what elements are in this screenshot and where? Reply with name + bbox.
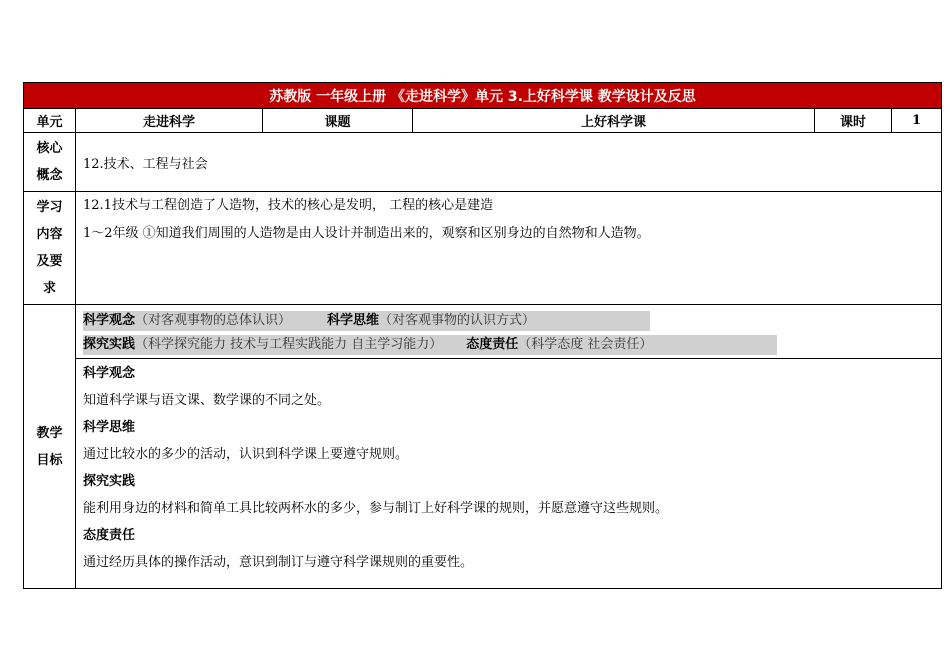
- summary-note: （科学探究能力 技术与工程实践能力 自主学习能力）: [135, 336, 443, 352]
- learning-line: 12.1技术与工程创造了人造物，技术的核心是发明， 工程的核心是建造: [83, 198, 494, 213]
- label-line: 核心: [36, 141, 63, 156]
- label-line: 目标: [36, 452, 63, 468]
- objective-heading: 科学观念: [83, 366, 136, 381]
- summary-highlight: [83, 311, 650, 331]
- unit-value: 走进科学: [76, 109, 263, 133]
- summary-head: 态度责任: [466, 336, 519, 352]
- lesson-plan-table: [23, 82, 942, 589]
- summary-note: （科学态度 社会责任）: [518, 336, 653, 352]
- objective-text: 知道科学课与语文课、数学课的不同之处。: [83, 393, 331, 408]
- learning-label: [24, 192, 76, 305]
- objectives-summary: [76, 305, 942, 359]
- summary-head: 科学思维: [327, 312, 380, 328]
- label-line: 内容: [36, 227, 63, 242]
- core-concept-label: [24, 133, 76, 192]
- summary-bar-2: [83, 333, 941, 357]
- objective-heading: 科学思维: [83, 420, 136, 435]
- objective-heading: 探究实践: [83, 474, 136, 489]
- summary-highlight: [83, 335, 777, 355]
- topic-label: 课题: [263, 109, 413, 133]
- summary-head: 探究实践: [83, 336, 136, 352]
- objectives-summary-row: [24, 305, 942, 359]
- objective-text: 通过经历具体的操作活动，意识到制订与遵守科学课规则的重要性。: [83, 555, 474, 570]
- learning-line: 1～2年级 ①知道我们周围的人造物是由人设计并制造出来的，观察和区别身边的自然物和人造物。: [83, 226, 650, 241]
- header-row: [24, 109, 942, 133]
- summary-note: （对客观事物的总体认识）: [135, 312, 292, 328]
- label-line: 求: [42, 281, 56, 296]
- label-line: 教学: [36, 425, 63, 441]
- lesson-plan-sheet: [23, 82, 941, 589]
- label-line: 概念: [36, 168, 63, 183]
- core-concept-row: [24, 133, 942, 192]
- core-concept-text: 12.技术、工程与社会: [83, 156, 208, 172]
- objectives-label: [24, 305, 76, 589]
- title-row: [24, 83, 942, 109]
- hours-value: 1: [892, 109, 942, 133]
- summary-bar-1: [83, 309, 941, 333]
- unit-label: 单元: [24, 109, 76, 133]
- summary-head: 科学观念: [83, 312, 136, 328]
- objectives-detail-row: [24, 359, 942, 589]
- hours-label: 课时: [815, 109, 892, 133]
- topic-value: 上好科学课: [413, 109, 815, 133]
- objectives-details: [76, 359, 942, 589]
- label-line: 学习: [36, 200, 63, 215]
- label-line: 及要: [36, 254, 63, 269]
- core-concept-value: [76, 133, 942, 192]
- objective-text: 通过比较水的多少的活动，认识到科学课上要遵守规则。: [83, 447, 409, 462]
- document-title: 苏教版 一年级上册 《走进科学》单元 3.上好科学课 教学设计及反思: [24, 83, 942, 109]
- learning-row: [24, 192, 942, 305]
- summary-note: （对客观事物的认识方式）: [379, 312, 536, 328]
- objective-text: 能利用身边的材料和简单工具比较两杯水的多少，参与制订上好科学课的规则，并愿意遵守这些规则。: [83, 501, 669, 516]
- objective-heading: 态度责任: [83, 528, 136, 543]
- learning-content: [76, 192, 942, 305]
